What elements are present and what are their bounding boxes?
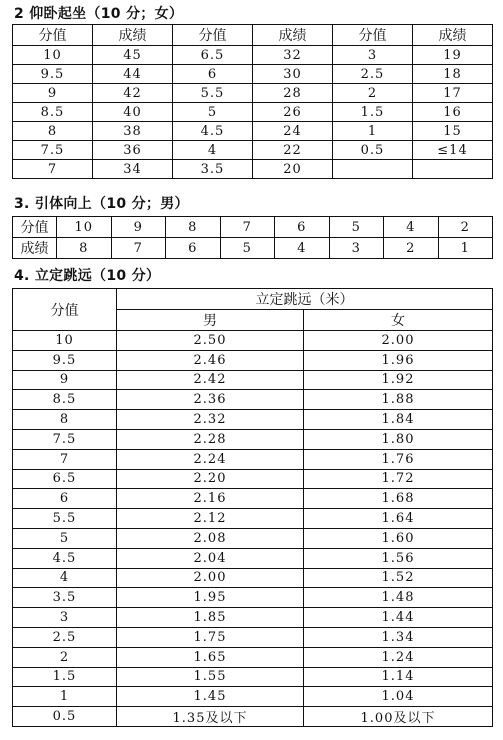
table-cell: 16 [413,103,493,122]
table-cell: 2.50 [117,331,304,351]
table-cell: 2.12 [117,509,304,529]
table-cell: 10 [57,217,112,238]
table-cell: 8.5 [13,390,117,410]
table-cell [333,160,413,179]
table-cell: 3.5 [173,160,253,179]
table-cell: 3 [329,238,384,259]
row-label: 分值 [13,217,57,238]
table-cell: 1.80 [304,429,493,449]
table-cell: 2.5 [333,65,413,84]
table-cell: 4 [13,568,117,588]
table-cell: 1.64 [304,509,493,529]
table-cell: 1.60 [304,528,493,548]
table-cell: 7 [13,160,93,179]
table-cell [413,160,493,179]
table-row [13,608,493,628]
table-cell: ≤14 [413,141,493,160]
table-cell: 6.5 [173,46,253,65]
table-cell: 32 [253,46,333,65]
table-cell: 1.48 [304,588,493,608]
table-cell: 1.45 [117,687,304,707]
table-cell: 3 [333,46,413,65]
table-cell: 18 [413,65,493,84]
table-cell: 38 [93,122,173,141]
table-cell: 1.00及以下 [304,707,493,727]
table-cell: 6 [275,217,330,238]
table-cell: 8.5 [13,103,93,122]
table-cell: 9.5 [13,65,93,84]
table-cell: 1.65 [117,647,304,667]
male-header: 男 [117,310,304,331]
table-cell: 3 [13,608,117,628]
table-cell: 6 [173,65,253,84]
table-row [13,429,493,449]
table-cell: 4 [384,217,439,238]
header-cell: 分值 [173,25,253,46]
table-cell: 1 [438,238,493,259]
table-cell: 1.5 [333,103,413,122]
table-cell: 10 [13,46,93,65]
table-cell: 34 [93,160,173,179]
header-cell: 分值 [333,25,413,46]
table-cell: 8 [57,238,112,259]
table-cell: 4.5 [173,122,253,141]
table-cell: 1 [13,687,117,707]
table-cell: 7 [220,217,275,238]
table-cell: 1.84 [304,410,493,430]
pullup-table [12,216,493,259]
table-cell: 2.46 [117,350,304,370]
table-row [13,687,493,707]
table-cell: 7 [111,238,166,259]
section-2-title: 2 仰卧起坐（10 分；女） [14,6,184,22]
table-cell: 1.92 [304,370,493,390]
table-cell: 2.00 [117,568,304,588]
table-row [13,410,493,430]
table-cell: 2.5 [13,627,117,647]
table-cell: 1.72 [304,469,493,489]
table-cell: 30 [253,65,333,84]
table-cell: 2.36 [117,390,304,410]
table-cell: 36 [93,141,173,160]
table-cell: 1.88 [304,390,493,410]
table-cell: 3.5 [13,588,117,608]
table-cell: 0.5 [333,141,413,160]
table-cell: 2.04 [117,548,304,568]
table-cell: 15 [413,122,493,141]
table-row [13,588,493,608]
table-cell: 1.76 [304,449,493,469]
table-cell: 22 [253,141,333,160]
table-row [13,160,493,179]
table-cell: 2.24 [117,449,304,469]
table-header-row [13,25,493,46]
table-cell: 1.56 [304,548,493,568]
table-cell: 1.75 [117,627,304,647]
header-cell: 成绩 [253,25,333,46]
table-cell: 2 [438,217,493,238]
table-cell: 2 [384,238,439,259]
section-3-title: 3. 引体向上（10 分；男） [14,196,189,212]
table-cell: 9 [13,370,117,390]
table-row [13,469,493,489]
table-cell: 10 [13,331,117,351]
standing-jump-table [12,288,493,727]
table-header-row [13,289,493,310]
female-header: 女 [304,310,493,331]
table-cell: 5.5 [13,509,117,529]
table-row [13,647,493,667]
table-row [13,141,493,160]
table-cell: 42 [93,84,173,103]
table-cell: 2.08 [117,528,304,548]
table-row [13,84,493,103]
table-cell: 1.52 [304,568,493,588]
table-cell: 7 [13,449,117,469]
table-cell: 1.44 [304,608,493,628]
table-cell: 17 [413,84,493,103]
table-cell: 2 [13,647,117,667]
table-row [13,667,493,687]
group-header: 立定跳远（米） [117,289,493,310]
table-row [13,568,493,588]
situp-table [12,24,493,179]
table-cell: 2 [333,84,413,103]
table-cell: 1.5 [13,667,117,687]
table-row [13,390,493,410]
table-cell: 1.68 [304,489,493,509]
table-cell: 1.34 [304,627,493,647]
table-cell: 1.95 [117,588,304,608]
table-cell: 1.35及以下 [117,707,304,727]
table-cell: 6 [13,489,117,509]
table-cell: 9.5 [13,350,117,370]
table-cell: 1.04 [304,687,493,707]
table-cell: 7.5 [13,141,93,160]
table-cell: 2.16 [117,489,304,509]
table-cell: 2.20 [117,469,304,489]
table-cell: 40 [93,103,173,122]
table-cell: 26 [253,103,333,122]
table-row [13,627,493,647]
table-cell: 2.00 [304,331,493,351]
table-cell: 8 [166,217,221,238]
table-cell: 7.5 [13,429,117,449]
table-cell: 5 [13,528,117,548]
section-4-title: 4. 立定跳远（10 分） [14,268,161,284]
table-row [13,489,493,509]
score-header: 分值 [13,289,117,331]
table-cell: 20 [253,160,333,179]
table-cell: 4.5 [13,548,117,568]
table-cell: 4 [275,238,330,259]
table-cell: 2.42 [117,370,304,390]
table-cell: 1.24 [304,647,493,667]
table-cell: 1.85 [117,608,304,628]
table-row [13,122,493,141]
table-cell: 1 [333,122,413,141]
table-row [13,217,493,238]
table-cell: 5 [329,217,384,238]
table-cell: 28 [253,84,333,103]
table-cell: 9 [111,217,166,238]
table-row [13,528,493,548]
table-row [13,103,493,122]
table-cell: 44 [93,65,173,84]
table-row [13,331,493,351]
table-cell: 8 [13,122,93,141]
table-cell: 6.5 [13,469,117,489]
table-cell: 5 [220,238,275,259]
header-cell: 分值 [13,25,93,46]
table-cell: 45 [93,46,173,65]
table-cell: 1.96 [304,350,493,370]
table-cell: 8 [13,410,117,430]
table-row [13,370,493,390]
table-row [13,350,493,370]
header-cell: 成绩 [413,25,493,46]
table-cell: 19 [413,46,493,65]
table-cell: 24 [253,122,333,141]
table-cell: 9 [13,84,93,103]
table-row [13,449,493,469]
table-cell: 2.32 [117,410,304,430]
table-row [13,65,493,84]
header-cell: 成绩 [93,25,173,46]
table-row [13,46,493,65]
table-row [13,548,493,568]
table-cell: 1.55 [117,667,304,687]
table-row [13,707,493,727]
table-cell: 0.5 [13,707,117,727]
row-label: 成绩 [13,238,57,259]
table-cell: 1.14 [304,667,493,687]
table-row [13,238,493,259]
table-cell: 6 [166,238,221,259]
table-cell: 5 [173,103,253,122]
table-cell: 4 [173,141,253,160]
table-row [13,509,493,529]
table-cell: 2.28 [117,429,304,449]
table-cell: 5.5 [173,84,253,103]
